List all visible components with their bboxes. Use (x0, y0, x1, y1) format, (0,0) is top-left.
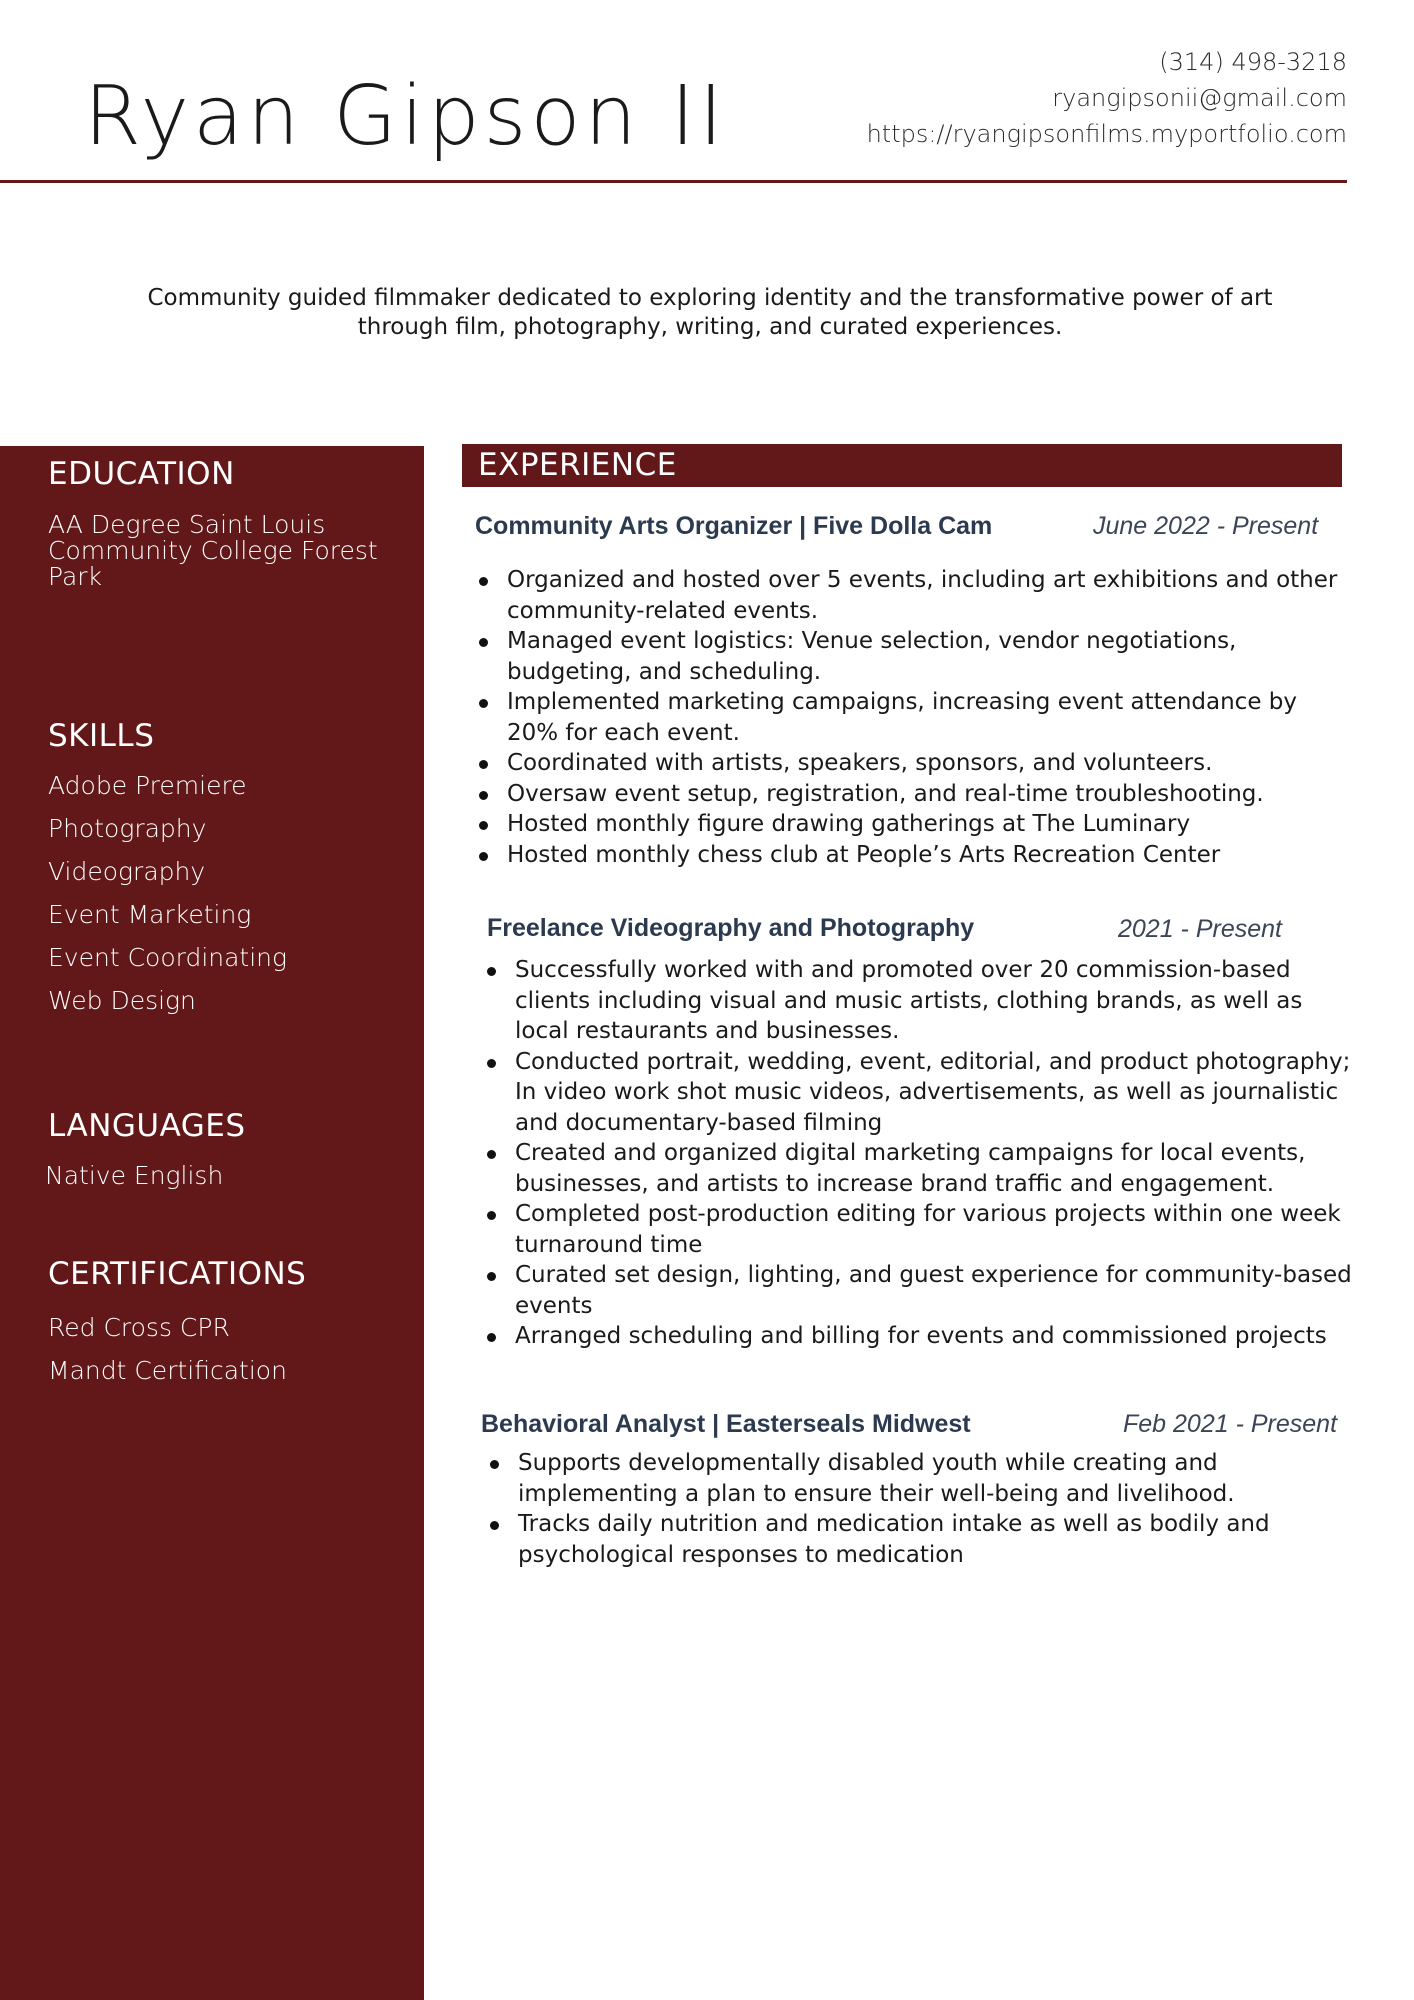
job-bullets (485, 1448, 1345, 1570)
bullet-item: Supports developmentally disabled youth while creating and implementing a plan to ensure their well-being and livelihood. (485, 1448, 1345, 1509)
contact-info (867, 44, 1347, 152)
skills-list (48, 764, 287, 1022)
phone-number: (314) 498-3218 (1159, 48, 1347, 76)
skills-heading: SKILLS (48, 718, 155, 754)
job-bullets (482, 955, 1362, 1352)
portfolio-website: https://ryangipsonfilms.myportfolio.com (866, 120, 1347, 148)
bullet-item: Managed event logistics: Venue selection, vendor negotiations, budgeting, and scheduling. (474, 626, 1344, 687)
education-heading: EDUCATION (48, 456, 235, 492)
bullet-item: Organized and hosted over 5 events, including art exhibitions and other community-related events. (474, 565, 1344, 626)
certification-item: Red Cross CPR (48, 1313, 230, 1342)
certification-item: Mandt Certification (48, 1356, 287, 1385)
language-item: Native English (45, 1161, 224, 1190)
job-title: Behavioral Analyst | Easterseals Midwest (481, 1410, 971, 1438)
candidate-name: Ryan Gipson II (84, 69, 727, 164)
skill-item: Web Design (48, 986, 196, 1015)
job-title: Community Arts Organizer | Five Dolla Cam (475, 512, 993, 540)
bullet-item: Oversaw event setup, registration, and real-time troubleshooting. (474, 779, 1344, 810)
skill-item: Videography (48, 857, 206, 886)
job-date: June 2022 - Present (1093, 512, 1319, 540)
experience-heading-bar (462, 444, 1342, 487)
bullet-item: Coordinated with artists, speakers, sponsors, and volunteers. (474, 748, 1344, 779)
profile-summary: Community guided filmmaker dedicated to exploring identity and the transformative power of art through film, photography, writing, and curated experiences. (147, 285, 1273, 340)
skill-item: Event Coordinating (48, 943, 288, 972)
sidebar (0, 446, 424, 2000)
education-text: AA Degree Saint Louis Community College Forest Park (48, 510, 378, 591)
job-date: Feb 2021 - Present (1123, 1410, 1338, 1438)
bullet-item: Hosted monthly figure drawing gatherings at The Luminary (474, 809, 1344, 840)
languages-heading: LANGUAGES (48, 1108, 246, 1144)
bullet-item: Hosted monthly chess club at People’s Arts Recreation Center (474, 840, 1344, 871)
bullet-item: Curated set design, lighting, and guest experience for community-based events (482, 1260, 1362, 1321)
bullet-item: Tracks daily nutrition and medication intake as well as bodily and psychological responses to medication (485, 1509, 1345, 1570)
skill-item: Event Marketing (48, 900, 252, 929)
certifications-heading: CERTIFICATIONS (48, 1256, 307, 1292)
certifications-list (48, 1306, 287, 1392)
bullet-item: Created and organized digital marketing campaigns for local events, businesses, and artists to increase brand traffic and engagement. (482, 1138, 1362, 1199)
header-divider (0, 180, 1347, 183)
skill-item: Photography (48, 814, 207, 843)
job-date: 2021 - Present (1118, 915, 1282, 943)
bullet-item: Completed post-production editing for various projects within one week turnaround time (482, 1199, 1362, 1260)
experience-heading: EXPERIENCE (478, 447, 677, 483)
bullet-item: Successfully worked with and promoted over 20 commission-based clients including visual and music artists, clothing brands, as well as local restaurants and businesses. (482, 955, 1362, 1047)
bullet-item: Arranged scheduling and billing for events and commissioned projects (482, 1321, 1362, 1352)
bullet-item: Conducted portrait, wedding, event, editorial, and product photography; In video work shot music videos, advertisements, as well as journalistic and documentary-based filming (482, 1047, 1362, 1139)
languages-list (45, 1154, 223, 1197)
job-bullets (474, 565, 1344, 870)
job-title: Freelance Videography and Photography (487, 914, 975, 942)
bullet-item: Implemented marketing campaigns, increasing event attendance by 20% for each event. (474, 687, 1344, 748)
skill-item: Adobe Premiere (48, 771, 247, 800)
email-address: ryangipsonii@gmail.com (1052, 84, 1347, 112)
